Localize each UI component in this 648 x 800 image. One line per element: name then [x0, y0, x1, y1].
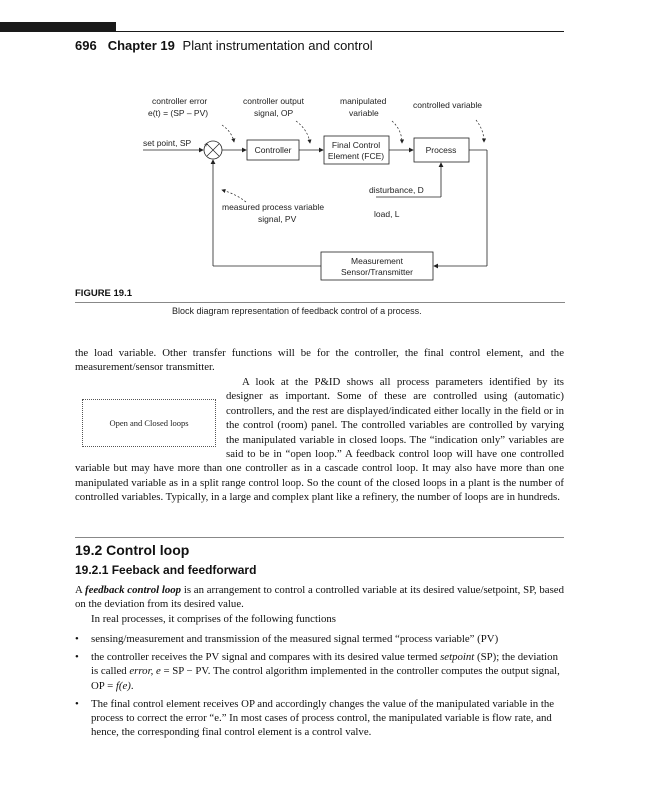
definition-term: feedback control loop — [84, 584, 182, 596]
label-controller-error-2: e(t) = (SP – PV) — [148, 108, 209, 118]
label-set-point: set point, SP — [143, 138, 192, 148]
feedback-block-diagram — [0, 90, 648, 290]
section-title: 19.2 Control loop — [75, 542, 190, 558]
label-load: load, L — [374, 209, 400, 219]
bullet-term-error: error, e — [129, 665, 161, 678]
fce-block-label-1: Final Control — [331, 140, 381, 150]
running-head — [75, 38, 373, 53]
header-rule — [0, 31, 564, 32]
function-list — [75, 632, 564, 743]
list-item — [75, 650, 564, 693]
pointer-measured-pv — [222, 190, 246, 202]
list-item — [75, 632, 564, 646]
process-block-label: Process — [425, 145, 457, 155]
figure-label: FIGURE 19.1 — [75, 288, 133, 299]
label-controller-output-1: controller output — [243, 96, 304, 106]
bullet-text-2a: the controller receives the PV signal and compares with its desired value termed — [91, 651, 441, 664]
bullet-text-3: The final control element receives OP and accordingly changes the value of the manipulated variable in the process to correct the error “e.” In most cases of process control, the manipulated variable is flow rate, and hence, the corresponding final control element is a control valve. — [91, 697, 555, 739]
bullet-text-2d: . — [130, 679, 134, 692]
label-manipulated-1: manipulated — [340, 96, 387, 106]
label-controlled-variable: controlled variable — [413, 100, 482, 110]
label-controller-error-1: controller error — [152, 96, 208, 106]
bullet-term-setpoint: setpoint — [440, 651, 475, 664]
paragraph-functions-intro: In real processes, it comprises of the following functions — [91, 613, 336, 625]
label-measured-pv-2: signal, PV — [258, 214, 297, 224]
bullet-text-1: sensing/measurement and transmission of the measured signal termed “process variable” (PV) — [91, 633, 499, 645]
paragraph-definition — [75, 583, 564, 612]
chapter-label: Chapter 19 — [107, 38, 175, 53]
definition-rest: is an arrangement to control a controlled variable at its desired value/setpoint, SP, based on the deviation from its desired value. — [75, 584, 564, 611]
bullet-term-func: f(e) — [115, 679, 131, 692]
definition-article: A — [75, 584, 85, 596]
list-item — [75, 697, 564, 740]
pointer-manipulated — [392, 121, 402, 143]
section-rule — [75, 537, 564, 538]
chapter-title: Plant instrumentation and control — [182, 38, 373, 53]
bullet-text-2c: = SP − PV. The control algorithm implemented in the controller computes the output signal, OP = — [91, 665, 560, 692]
bullet-text-2b: (SP); the deviation is called — [91, 651, 558, 678]
label-measured-pv-1: measured process variable — [222, 202, 325, 212]
measurement-block-label-2: Sensor/Transmitter — [341, 267, 413, 277]
page-number: 696 — [75, 38, 97, 53]
subsection-title: 19.2.1 Feeback and feedforward — [75, 563, 257, 577]
pointer-controller-error — [222, 125, 234, 142]
margin-note-box: Open and Closed loops — [82, 399, 216, 447]
controller-block-label: Controller — [254, 145, 292, 155]
paragraph-pid — [75, 375, 564, 505]
label-disturbance: disturbance, D — [369, 185, 424, 195]
label-controller-output-2: signal, OP — [254, 108, 294, 118]
figure-rule — [75, 302, 565, 303]
label-manipulated-2: variable — [349, 108, 379, 118]
paragraph-load-variable: the load variable. Other transfer functions will be for the controller, the final control element, and the measurement/sensor transmitter. — [75, 347, 564, 374]
fce-block-label-2: Element (FCE) — [327, 151, 385, 161]
paragraph-pid-text: A look at the P&ID shows all process parameters identified by its designer as important. Some of these are controlled using (automatic) controllers, and the rest are displayed/indicated either locally in the field or in the control (room) panel. The controlled variables are controlled by varying the manipulated variable in closed loops. The “indication only” variables are said to be in “open loop.” A feedback control loop will have one controlled variable but may have more than one controller as in a cascade control loop. It may also have more than one manipulated variable as in a split range control loop. So the count of the closed loops in a plant is the number of controlled variables. Typically, in a large and complex plant like a refinery, the number of loops are in hundreds. — [75, 376, 564, 504]
sum-plus-sign: + — [204, 142, 209, 149]
measurement-block-label-1: Measurement — [351, 256, 403, 266]
figure-caption: Block diagram representation of feedback control of a process. — [172, 306, 422, 316]
pointer-controlled-variable — [476, 120, 484, 142]
